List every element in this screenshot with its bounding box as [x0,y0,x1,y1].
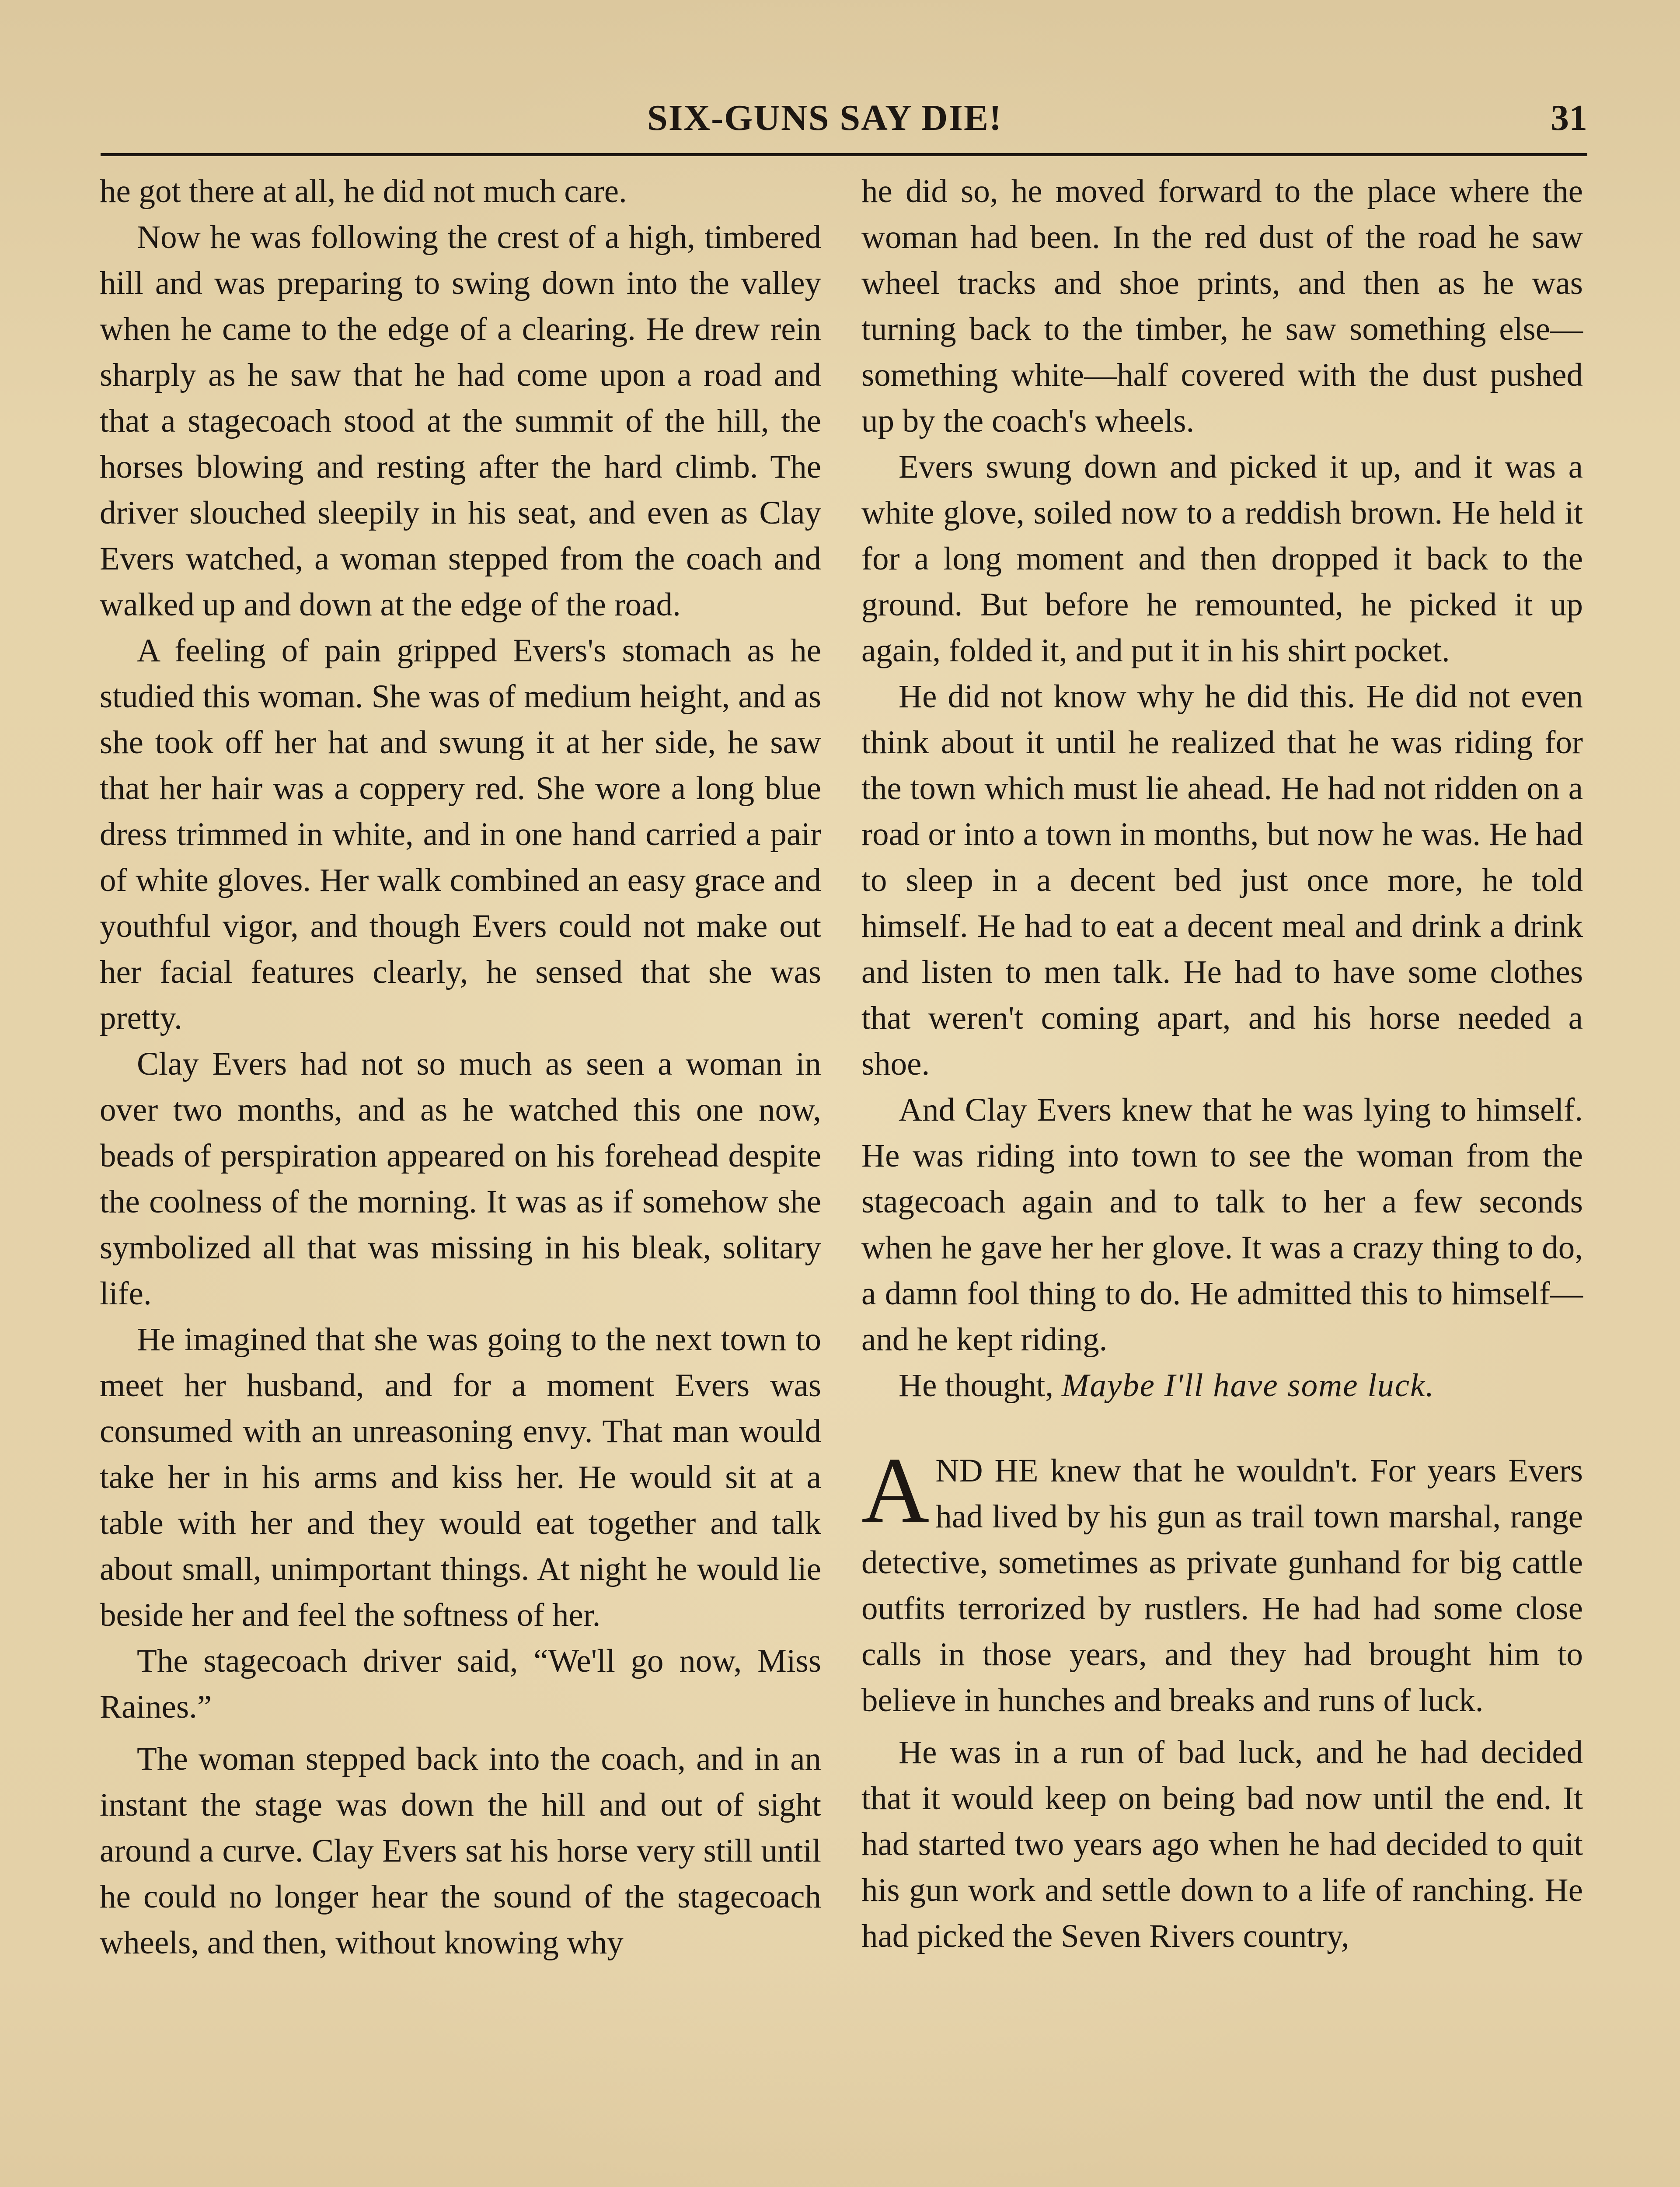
drop-cap: A [861,1438,930,1542]
story-title: SIX-GUNS SAY DIE! [647,98,1002,138]
paragraph: And Clay Evers knew that he was lying to himself. He was riding into town to see the woman from the stagecoach again and to talk to her a few seconds when he gave her her glove. It was a crazy thing to do, a damn fool thing to do. He admitted this to himself—and he kept riding. [861,1092,1583,1358]
paragraph: Now he was following the crest of a high, timbered hill and was preparing to swing down into the valley when he came to the edge of a clearing. He drew rein sharply as he saw that he had come upon a road and that a stagecoach stood at the summit of the hill, the horses blowing and resting after the hard climb. The driver slouched sleepily in his seat, and even as Clay Evers watched, a woman stepped from the coach and walked up and down at the edge of the road. [100,219,821,623]
page-number: 31 [1551,98,1587,138]
paragraph: He was in a run of bad luck, and he had decided that it would keep on being bad now until the end. It had started two years ago when he had decided to quit his gun work and settle down to a life of ranching. He had picked the Seven Rivers country, [861,1734,1583,1954]
right-column [861,168,1583,1959]
thought-italic: Maybe I'll have some luck. [1061,1367,1435,1404]
paragraph: A feeling of pain gripped Evers's stomach as he studied this woman. She was of medium height, and as she took off her hat and swung it at her side, he saw that her hair was a coppery red. She wore a long blue dress trimmed in white, and in one hand carried a pair of white gloves. Her walk combined an easy grace and youthful vigor, and though Evers could not make out her facial features clearly, he sensed that she was pretty. [100,632,821,1036]
section-text: ND HE knew that he wouldn't. For years Evers had lived by his gun as trail town marshal, range detective, sometimes as private gunhand for big cattle outfits terrorized by rustlers. He had had some close calls in those years, and they had brought him to believe in hunches and breaks and runs of luck. [861,1453,1583,1719]
paragraph: He did not know why he did this. He did not even think about it until he realized that he was riding for the town which must lie ahead. He had not ridden on a road or into a town in months, but now he was. He had to sleep in a decent bed just once more, he told himself. He had to eat a decent meal and drink a drink and listen to men talk. He had to have some clothes that weren't coming apart, and his horse needed a shoe. [861,678,1583,1082]
running-header [101,94,1587,151]
paragraph: The woman stepped back into the coach, and in an instant the stage was down the hill and out of sight around a curve. Clay Evers sat his horse very still until he could no longer hear the sound of the stagecoach wheels, and then, without knowing why [100,1741,821,1961]
paragraph: Evers swung down and picked it up, and it was a white glove, soiled now to a reddish brown. He held it for a long moment and then dropped it back to the ground. But before he remounted, he picked it up again, folded it, and put it in his shirt pocket. [861,449,1583,669]
left-column [100,168,821,1966]
header-rule [101,153,1587,156]
paragraph: he did so, he moved forward to the place where the woman had been. In the red dust of the road he saw wheel tracks and shoe prints, and then as he was turning back to the timber, he saw something else—something white—half covered with the dust pushed up by the coach's wheels. [861,173,1583,439]
paragraph: he got there at all, he did not much care. [100,173,627,210]
thought-lead: He thought, [899,1367,1062,1404]
paragraph: Clay Evers had not so much as seen a woman in over two months, and as he watched this one now, beads of perspiration appeared on his forehead despite the coolness of the morning. It was as if somehow she symbolized all that was missing in his bleak, solitary life. [100,1046,821,1312]
paragraph: The stagecoach driver said, “We'll go now, Miss Raines.” [100,1643,821,1725]
section-paragraph [861,1438,1583,1723]
paragraph-thought [861,1363,1583,1408]
paragraph: He imagined that she was going to the next town to meet her husband, and for a moment Evers was consumed with an unreasoning envy. That man would take her in his arms and kiss her. He would sit at a table with her and they would eat together and talk about small, unimportant things. At night he would lie beside her and feel the softness of her. [100,1321,821,1633]
